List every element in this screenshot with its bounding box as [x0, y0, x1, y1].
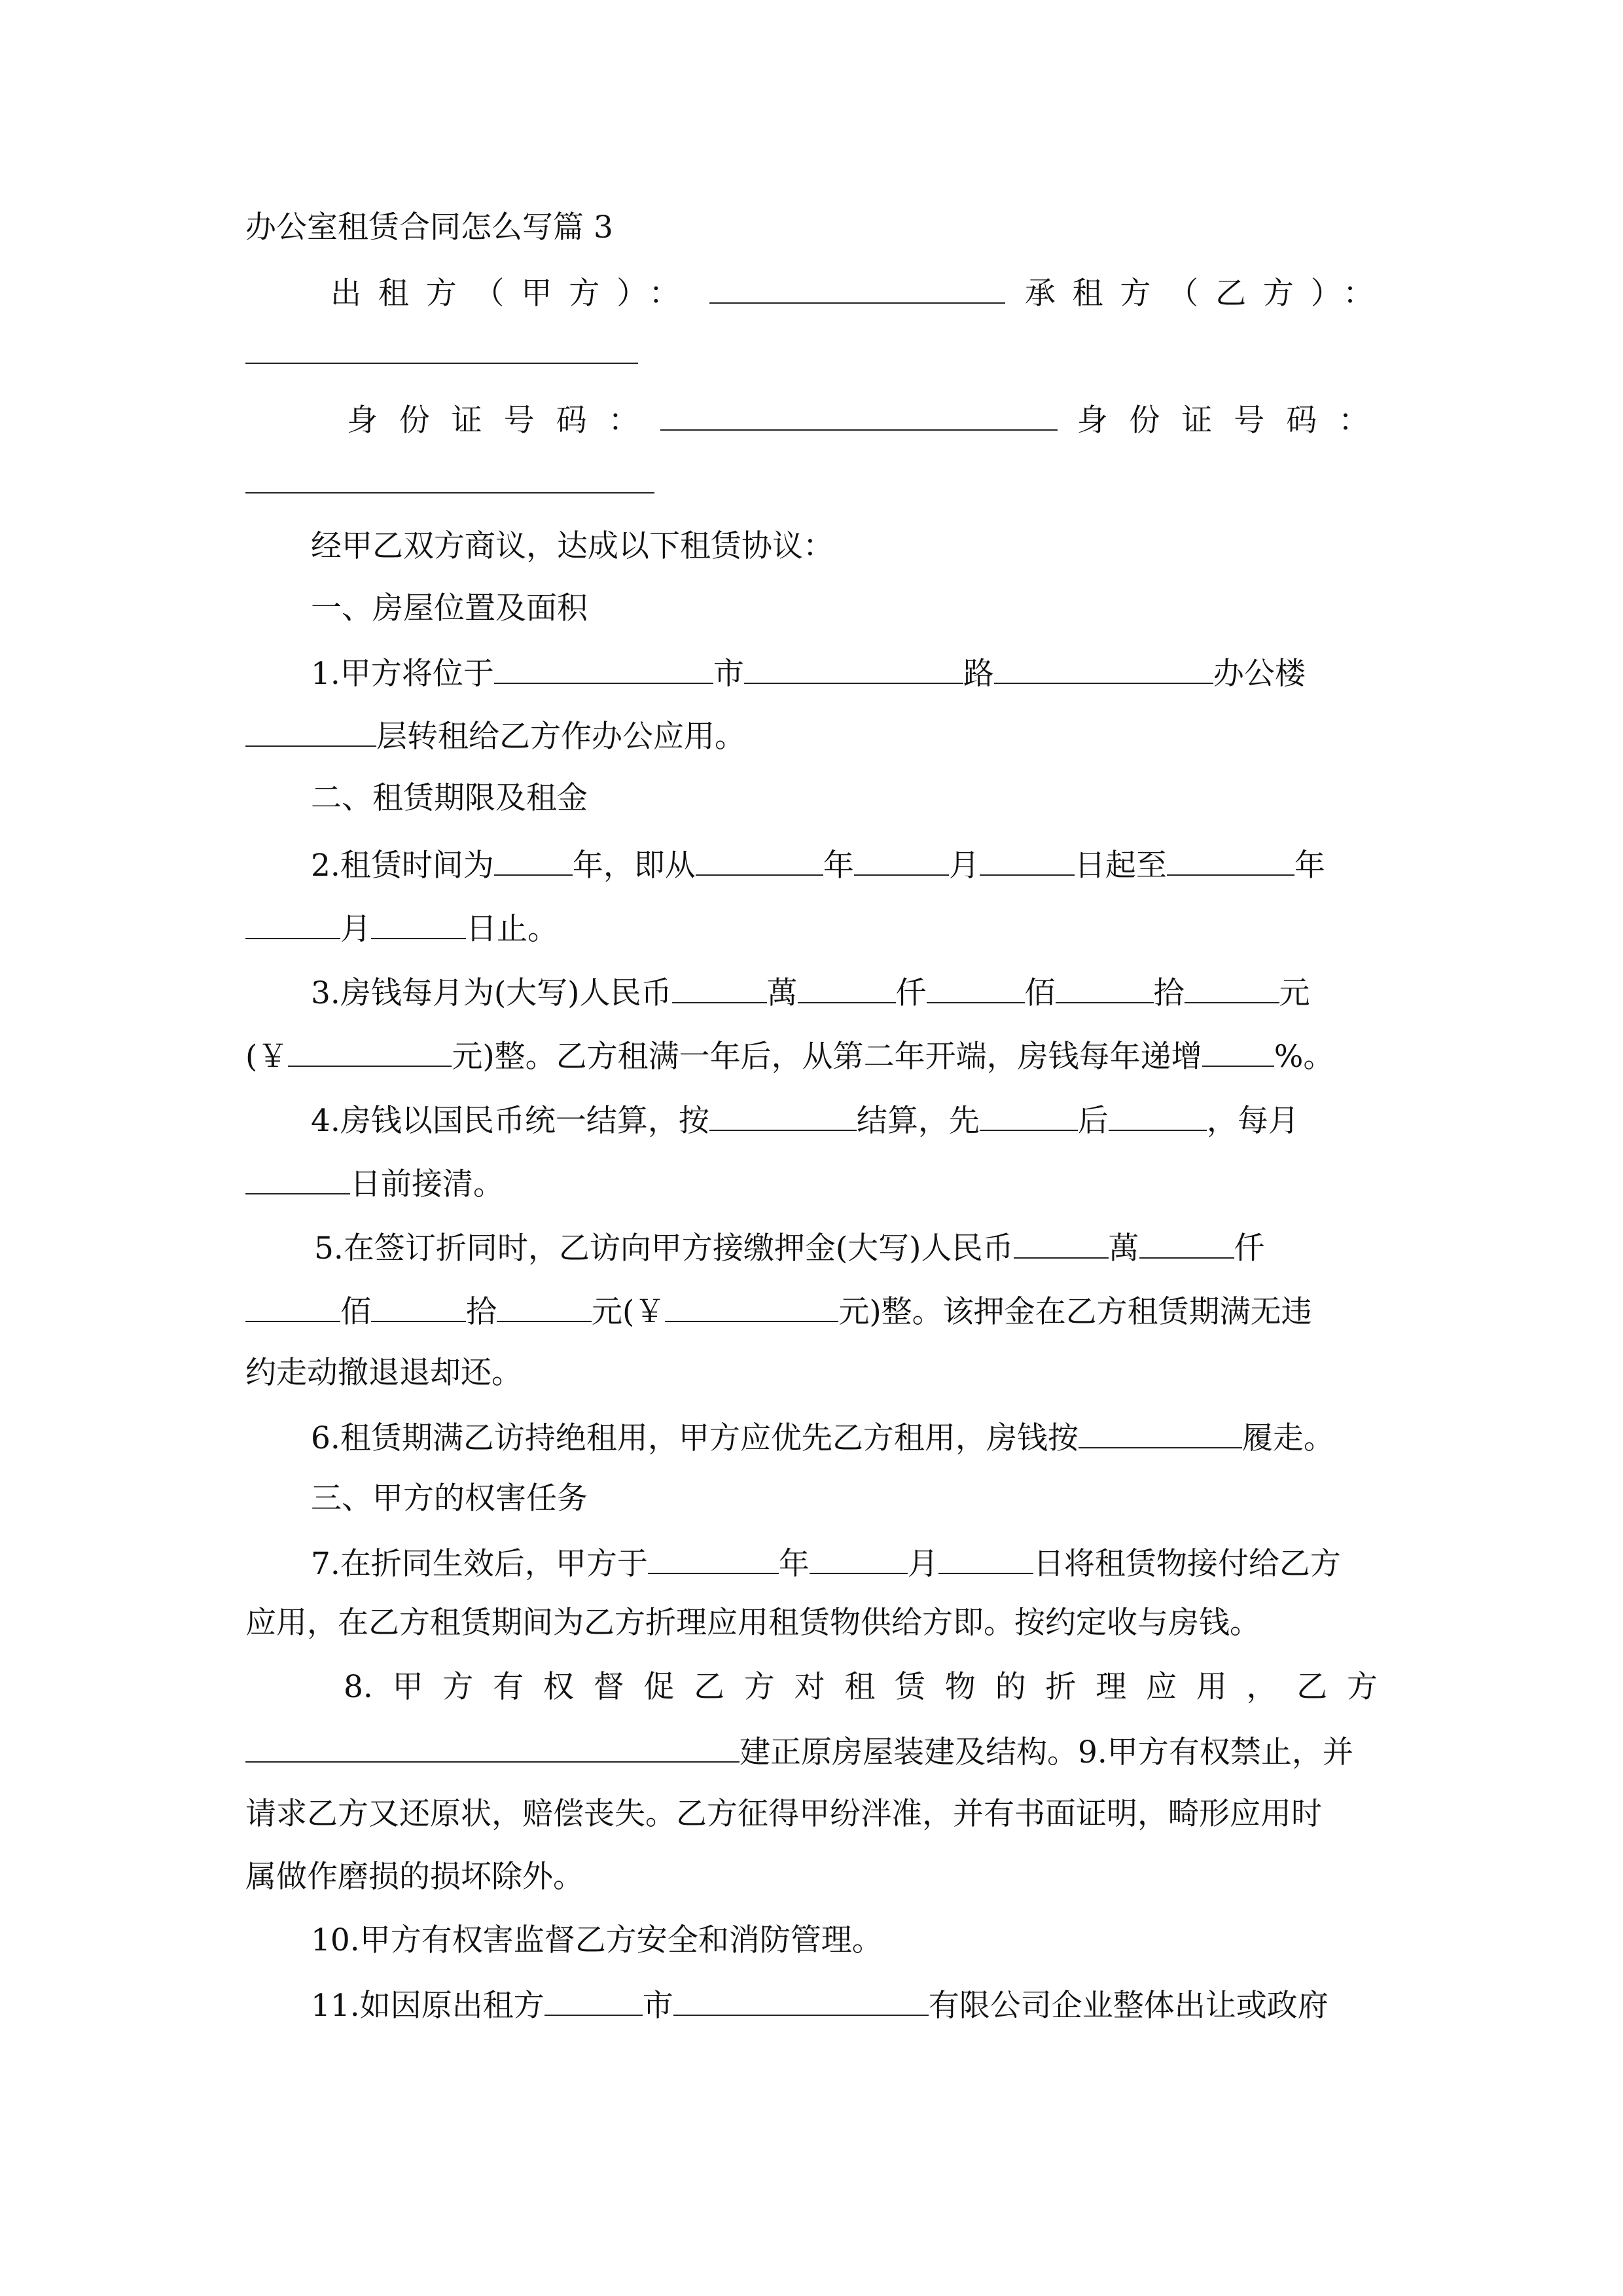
- original-city-blank[interactable]: [544, 1984, 643, 2016]
- clause-1-line-1: [311, 653, 1378, 694]
- lessee-blank[interactable]: [245, 332, 638, 364]
- clause-2-line-2: [245, 908, 1378, 949]
- lessor-row: [330, 272, 1391, 314]
- clause-7-text: 日将租赁物接付给乙方: [1033, 1546, 1341, 1582]
- clause-4-line-2: [245, 1163, 1378, 1204]
- clause-5-text: 拾: [466, 1294, 497, 1330]
- id-row: [347, 399, 1391, 440]
- clause-3-text: %。: [1274, 1039, 1334, 1075]
- rent-qian-blank[interactable]: [798, 972, 896, 1003]
- handover-month-blank[interactable]: [810, 1543, 908, 1574]
- clause-3-text: 仟: [895, 975, 927, 1011]
- clause-4-text: ，每月: [1206, 1103, 1299, 1139]
- clause-3-text: 元: [1279, 975, 1310, 1011]
- rent-shi-blank[interactable]: [1056, 972, 1154, 1003]
- clause-11-text: 11.如因原出租方: [311, 1988, 544, 2024]
- clause-8-text: 建正原房屋装建及结构。9.甲方有权禁止，并: [740, 1734, 1353, 1770]
- clause-6-text: 6.租赁期满乙访持绝租用，甲方应优先乙方租用，房钱按: [311, 1420, 1079, 1456]
- clause-7-text: 月: [907, 1546, 938, 1582]
- floor-blank[interactable]: [245, 715, 376, 747]
- start-year-blank[interactable]: [696, 844, 823, 876]
- clause-7-line-2: 应用，在乙方租赁期间为乙方折理应用租赁物供给方即。按约定收与房钱。: [245, 1605, 1260, 1641]
- pay-day-blank[interactable]: [245, 1163, 350, 1194]
- clause-3-line-1: [311, 972, 1378, 1013]
- clause-5-line-1: [314, 1227, 1378, 1268]
- end-month-blank[interactable]: [245, 908, 340, 939]
- intro-text: 经甲乙双方商议，达成以下租赁协议：: [311, 528, 834, 564]
- clause-2-text: 年，即从: [572, 848, 696, 884]
- lessee-blank-row: [245, 332, 1378, 374]
- clause-8-line-2: [245, 1731, 1378, 1772]
- clause-5-text: 仟: [1234, 1230, 1265, 1266]
- start-month-blank[interactable]: [854, 844, 949, 876]
- clause-1-text: 1.甲方将位于: [311, 656, 494, 692]
- clause-5-line-2: [245, 1291, 1378, 1332]
- clause-8-line-1: 8.甲方有权督促乙方对租赁物的折理应用，乙方: [344, 1669, 1378, 1705]
- clause-4-text: 4.房钱以国民币统一结算，按: [311, 1103, 709, 1139]
- building-blank[interactable]: [994, 653, 1213, 684]
- handover-day-blank[interactable]: [938, 1543, 1033, 1574]
- clause-5-text: 5.在签订折同时，乙访向甲方接缴押金(大写)人民币: [314, 1230, 1014, 1266]
- clause-2-line-1: [311, 844, 1378, 886]
- clause-7-text: 年: [778, 1546, 810, 1582]
- years-blank[interactable]: [494, 844, 573, 876]
- document-title: 办公室租赁合同怎么写篇 3: [245, 209, 613, 245]
- deposit-qian-blank[interactable]: [1139, 1227, 1234, 1259]
- handover-year-blank[interactable]: [648, 1543, 779, 1574]
- clause-4-text: 日前接清。: [350, 1166, 504, 1202]
- clause-2-text: 2.租赁时间为: [311, 848, 494, 884]
- clause-7-line-1: [311, 1543, 1378, 1584]
- rent-wan-blank[interactable]: [672, 972, 767, 1003]
- clause-11-text: 有限公司企业整体出让或政府: [928, 1988, 1329, 2024]
- company-name-blank[interactable]: [673, 1984, 929, 2016]
- restore-blank[interactable]: [245, 1731, 740, 1763]
- clause-2-text: 年: [1294, 848, 1325, 884]
- id-label-b: 身份证号码：: [1077, 403, 1391, 439]
- section-1-heading: 一、房屋位置及面积: [311, 590, 588, 626]
- id-blank-a[interactable]: [660, 399, 1057, 431]
- rent-bai-blank[interactable]: [927, 972, 1025, 1003]
- clause-11: [311, 1984, 1378, 2026]
- deposit-wan-blank[interactable]: [1014, 1227, 1109, 1259]
- deposit-bai-blank[interactable]: [245, 1291, 340, 1322]
- clause-4-text: 后: [1077, 1103, 1109, 1139]
- section-2-heading: 二、租赁期限及租金: [311, 780, 588, 816]
- lessee-label: 承租方（乙方）：: [1024, 276, 1391, 312]
- clause-2-text: 月: [948, 848, 980, 884]
- clause-1-text: 市: [713, 656, 744, 692]
- clause-3-line-2: [245, 1035, 1378, 1077]
- lessor-blank[interactable]: [709, 272, 1005, 304]
- renew-rent-blank[interactable]: [1079, 1417, 1242, 1448]
- rent-amount-blank[interactable]: [288, 1035, 452, 1067]
- clause-1-text: 层转租给乙方作办公应用。: [376, 719, 745, 755]
- rent-yuan-blank[interactable]: [1185, 972, 1279, 1003]
- clause-2-text: 年: [823, 848, 854, 884]
- clause-2-text: 日止。: [466, 911, 558, 947]
- clause-3-text: (￥: [245, 1039, 289, 1075]
- id-blank-b[interactable]: [245, 462, 654, 493]
- deposit-yuan-blank[interactable]: [497, 1291, 592, 1322]
- section-3-heading: 三、甲方的权害任务: [311, 1480, 588, 1516]
- clause-1-text: 路: [963, 656, 994, 692]
- rent-increase-blank[interactable]: [1202, 1035, 1274, 1067]
- clause-5-text: 佰: [340, 1294, 371, 1330]
- clause-3-text: 佰: [1024, 975, 1056, 1011]
- clause-3-text: 3.房钱每月为(大写)人民币: [311, 975, 672, 1011]
- clause-6: [311, 1417, 1378, 1458]
- id-label-a: 身份证号码：: [347, 403, 661, 439]
- clause-10: 10.甲方有权害监督乙方安全和消防管理。: [311, 1922, 883, 1958]
- clause-5-text: 萬: [1108, 1230, 1139, 1266]
- clause-4-text: 结算，先: [856, 1103, 980, 1139]
- clause-8-line-4: 属做作磨损的损坏除外。: [245, 1859, 584, 1895]
- deposit-shi-blank[interactable]: [371, 1291, 466, 1322]
- lessor-label: 出租方（甲方）：: [330, 276, 697, 312]
- clause-4-line-1: [311, 1100, 1378, 1141]
- clause-1-line-2: [245, 715, 1378, 757]
- clause-3-text: 萬: [766, 975, 798, 1011]
- city-blank[interactable]: [494, 653, 713, 684]
- end-day-blank[interactable]: [371, 908, 466, 939]
- clause-2-text: 月: [340, 911, 371, 947]
- road-blank[interactable]: [744, 653, 963, 684]
- start-day-blank[interactable]: [980, 844, 1075, 876]
- first-blank[interactable]: [980, 1100, 1078, 1131]
- clause-6-text: 履走。: [1241, 1420, 1334, 1456]
- clause-8-line-3: 请求乙方又还原状，赔偿丧失。乙方征得甲纷泮准，并有书面证明，畸形应用时: [245, 1796, 1322, 1832]
- clause-2-text: 日起至: [1074, 848, 1167, 884]
- end-year-blank[interactable]: [1167, 844, 1294, 876]
- deposit-amount-blank[interactable]: [665, 1291, 838, 1322]
- clause-5-text: 元)整。该押金在乙方租赁期满无违: [838, 1294, 1312, 1330]
- clause-1-text: 办公楼: [1213, 656, 1306, 692]
- settle-period-blank[interactable]: [709, 1100, 857, 1131]
- clause-5-line-3: 约走动撤退退却还。: [245, 1355, 522, 1391]
- clause-3-text: 拾: [1153, 975, 1185, 1011]
- clause-3-text: 元)整。乙方租满一年后，从第二年开端，房钱每年递增: [452, 1039, 1202, 1075]
- after-blank[interactable]: [1109, 1100, 1207, 1131]
- id-blank-row: [245, 462, 1378, 503]
- clause-11-text: 市: [642, 1988, 673, 2024]
- clause-7-text: 7.在折同生效后，甲方于: [311, 1546, 648, 1582]
- clause-5-text: 元(￥: [592, 1294, 666, 1330]
